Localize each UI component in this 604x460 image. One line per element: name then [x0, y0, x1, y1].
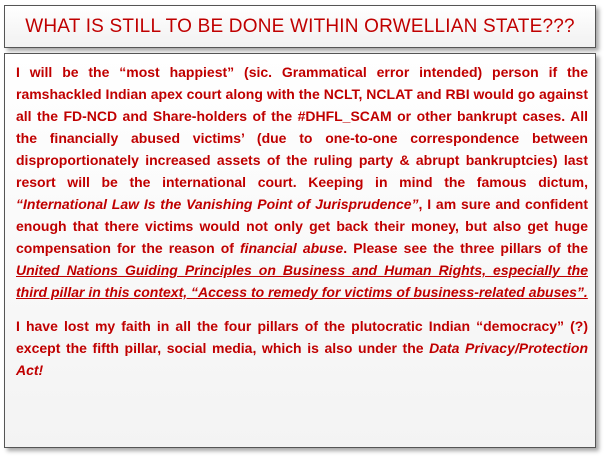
paragraph-1 — [16, 61, 588, 303]
title-box — [4, 5, 596, 48]
paragraph-1-text-c: . Please see the three pillars of the — [343, 240, 588, 256]
paragraph-2 — [16, 315, 588, 381]
un-guiding-principles-link[interactable]: United Nations Guiding Principles on Business and Human Rights, especially the third pillar in this context, “Access to remedy for victims of business-related abuses”. — [16, 262, 588, 300]
dictum-quote: “International Law Is the Vanishing Point of Jurisprudence” — [16, 196, 419, 212]
page-title: WHAT IS STILL TO BE DONE WITHIN ORWELLIAN STATE??? — [25, 16, 575, 37]
paragraph-2-text: I have lost my faith in all the four pillars of the plutocratic Indian “democracy” (?) except the fifth pillar, social media, which is also under the — [16, 318, 588, 356]
paragraph-1-text-a: I will be the “most happiest” (sic. Grammatical error intended) person if the ramshackled Indian apex court along with the NCLT, NCLAT and RBI would go against all the FD-NCD and Share-holders of the #DHFL_SCAM or other bankrupt cases. All the financially abused victims’ (due to one-to-one correspondence between disproportionately increased assets of the ruling party & abrupt bankruptcies) last resort will be the international court. Keeping in mind the famous dictum, — [16, 64, 588, 190]
body-box — [4, 53, 596, 448]
paragraph-1-text-b: , I am sure and confident enough that there victims would not only get back their money, but also get huge compensation for the reason of — [16, 196, 588, 256]
financial-abuse-term: financial abuse — [239, 240, 344, 256]
data-privacy-act-term: Data Privacy/Protection Act! — [16, 340, 588, 378]
